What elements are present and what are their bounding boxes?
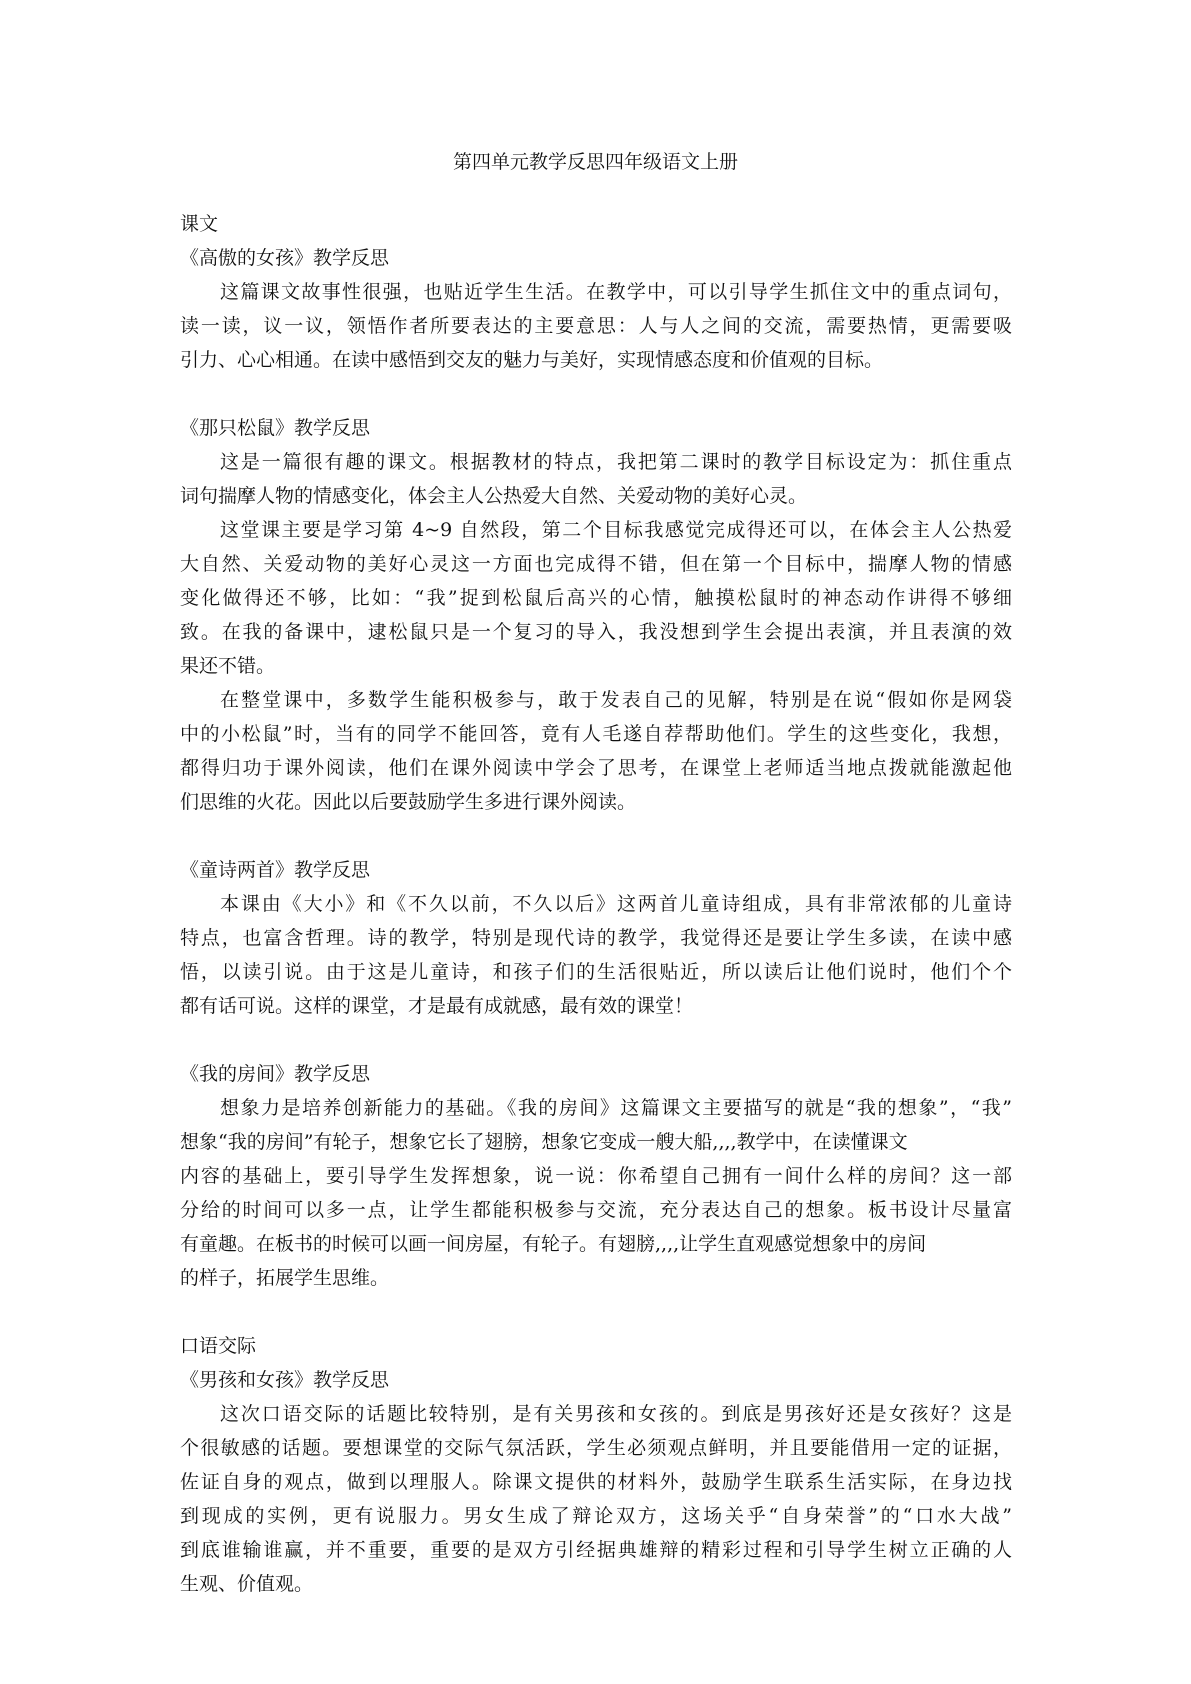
text-line: 的样子，拓展学生思维。	[180, 1267, 390, 1289]
text-line: 想象力是培养创新能力的基础。《我的房间》这篇课文主要描写的就是“我的想象”，“我”	[220, 1097, 1012, 1119]
text-line: 果还不错。	[180, 655, 276, 677]
text-line: 本课由《大小》和《不久以前，不久以后》这两首儿童诗组成，具有非常浓郁的儿童诗	[220, 893, 1012, 915]
text-line: 读一读，议一议，领悟作者所要表达的主要意思：人与人之间的交流，需要热情，更需要吸	[180, 315, 1012, 337]
text-line: 都有话可说。这样的课堂，才是最有成就感，最有效的课堂！	[180, 995, 694, 1017]
text-line: 这是一篇很有趣的课文。根据教材的特点，我把第二课时的教学目标设定为：抓住重点	[220, 451, 1012, 473]
paragraph-gap	[180, 1295, 1012, 1329]
text-line: 特点，也富含哲理。诗的教学，特别是现代诗的教学，我觉得还是要让学生多读，在读中感	[180, 927, 1012, 949]
paragraph-gap	[180, 377, 1012, 411]
text-line: 这堂课主要是学习第 4~9 自然段，第二个目标我感觉完成得还可以，在体会主人公热爱	[220, 519, 1012, 541]
section-heading-kouyu-jiaoji: 口语交际	[180, 1335, 257, 1357]
text-line: 生观、价值观。	[180, 1573, 314, 1595]
text-line: 有童趣。在板书的时候可以画一间房屋，有轮子。有翅膀,,,,让学生直观感觉想象中的房间	[180, 1233, 927, 1255]
paragraph-gap	[180, 1023, 1012, 1057]
article-heading-wode-fangjian: 《我的房间》教学反思	[180, 1063, 371, 1085]
text-line: 中的小松鼠”时，当有的同学不能回答，竟有人毛遂自荐帮助他们。学生的这些变化，我想，	[180, 723, 1012, 745]
article-heading-nanhai-he-nvhai: 《男孩和女孩》教学反思	[180, 1369, 390, 1391]
text-line: 引力、心心相通。在读中感悟到交友的魅力与美好，实现情感态度和价值观的目标。	[180, 349, 884, 371]
text-line: 内容的基础上，要引导学生发挥想象，说一说：你希望自己拥有一间什么样的房间？这一部	[180, 1165, 1012, 1187]
text-line: 致。在我的备课中，逮松鼠只是一个复习的导入，我没想到学生会提出表演，并且表演的效	[180, 621, 1012, 643]
text-line: 分给的时间可以多一点，让学生都能积极参与交流，充分表达自己的想象。板书设计尽量富	[180, 1199, 1012, 1221]
article-heading-nazhi-songshu: 《那只松鼠》教学反思	[180, 417, 371, 439]
document-title: 第四单元教学反思四年级语文上册	[452, 151, 738, 173]
text-line: 这篇课文故事性很强，也贴近学生生活。在教学中，可以引导学生抓住文中的重点词句，	[220, 281, 1012, 303]
text-line: 都得归功于课外阅读，他们在课外阅读中学会了思考，在课堂上老师适当地点拨就能激起他	[180, 757, 1012, 779]
article-heading-tongshi-liangshou: 《童诗两首》教学反思	[180, 859, 371, 881]
text-line: 到现成的实例，更有说服力。男女生成了辩论双方，这场关乎“自身荣誉”的“口水大战”	[180, 1505, 1012, 1527]
text-line: 想象“我的房间”有轮子，想象它长了翅膀，想象它变成一艘大船,,,,教学中，在读懂课文	[180, 1131, 908, 1153]
text-line: 悟，以读引说。由于这是儿童诗，和孩子们的生活很贴近，所以读后让他们说时，他们个个	[180, 961, 1012, 983]
text-line: 到底谁输谁赢，并不重要，重要的是双方引经据典雄辩的精彩过程和引导学生树立正确的人	[180, 1539, 1012, 1561]
text-line: 这次口语交际的话题比较特别，是有关男孩和女孩的。到底是男孩好还是女孩好？这是	[220, 1403, 1012, 1425]
paragraph-gap	[180, 819, 1012, 853]
text-line: 们思维的火花。因此以后要鼓励学生多进行课外阅读。	[180, 791, 637, 813]
section-heading-kewen: 课文	[180, 213, 219, 235]
text-line: 词句揣摩人物的情感变化，体会主人公热爱大自然、关爱动物的美好心灵。	[180, 485, 808, 507]
document-body	[180, 207, 1012, 1601]
text-line: 佐证自身的观点，做到以理服人。除课文提供的材料外，鼓励学生联系生活实际，在身边找	[180, 1471, 1012, 1493]
article-heading-gaoao-de-nvhai: 《高傲的女孩》教学反思	[180, 247, 390, 269]
text-line: 在整堂课中，多数学生能积极参与，敢于发表自己的见解，特别是在说“假如你是网袋	[220, 689, 1012, 711]
text-line: 个很敏感的话题。要想课堂的交际气氛活跃，学生必须观点鲜明，并且要能借用一定的证据，	[180, 1437, 1012, 1459]
text-line: 大自然、关爱动物的美好心灵这一方面也完成得不错，但在第一个目标中，揣摩人物的情感	[180, 553, 1012, 575]
text-line: 变化做得还不够，比如：“我”捉到松鼠后高兴的心情，触摸松鼠时的神态动作讲得不够细	[180, 587, 1012, 609]
